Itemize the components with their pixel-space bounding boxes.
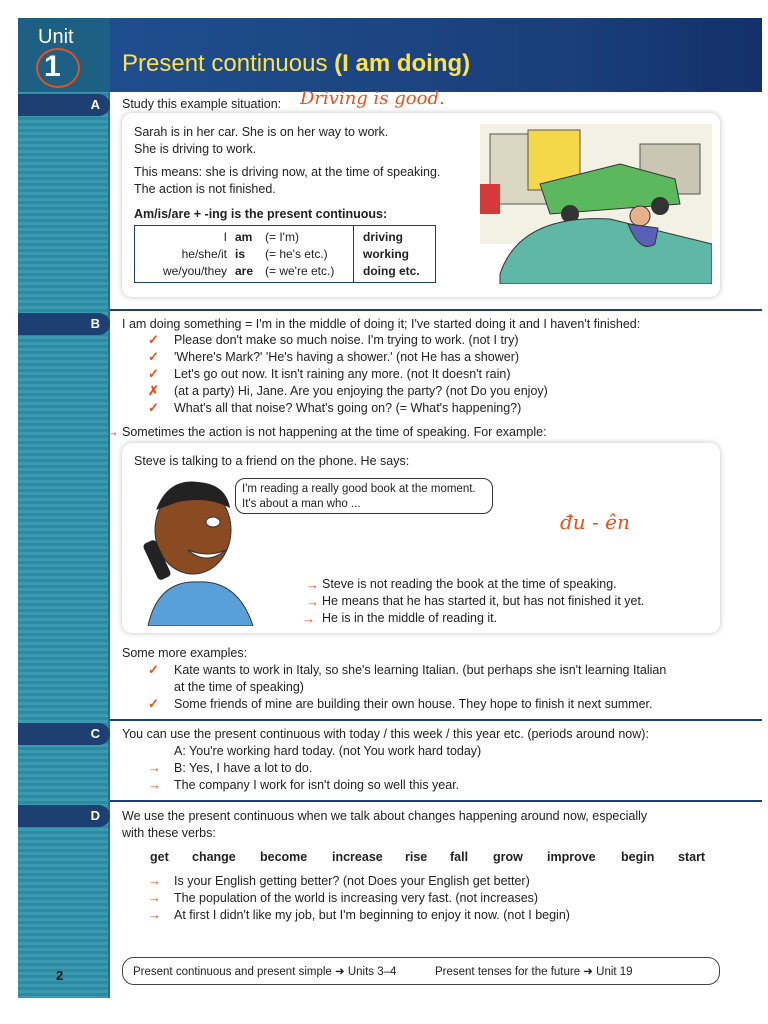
table-cell: he/she/it xyxy=(181,247,227,261)
handwritten-circle xyxy=(36,48,80,88)
conjugation-table xyxy=(134,225,436,283)
handwritten-note: Driving is good. xyxy=(300,88,445,109)
verb-item: begin xyxy=(621,850,655,864)
grammar-rule: Am/is/are + -ing is the present continuous: xyxy=(134,207,388,221)
table-cell: are xyxy=(235,264,254,278)
example-line: What's all that noise? What's going on? (= What's happening?) xyxy=(174,401,522,415)
section-d-lead: with these verbs: xyxy=(122,826,216,840)
arrow-mark-icon: → xyxy=(302,611,315,626)
handwritten-note: đu - ên xyxy=(560,510,630,534)
arrow-mark-icon: → xyxy=(306,594,319,609)
section-divider xyxy=(110,719,762,721)
arrow-mark-icon: → xyxy=(148,907,161,922)
verb-item: become xyxy=(260,850,308,864)
section-d-lead: We use the present continuous when we talk about changes happening around now, especially xyxy=(122,809,648,823)
speech-line: It's about a man who ... xyxy=(242,498,361,510)
table-cell: (= he's etc.) xyxy=(265,247,328,261)
text-line: Some more examples: xyxy=(122,646,248,660)
section-c-lead: You can use the present continuous with today / this week / this year etc. (periods around now): xyxy=(122,727,649,741)
table-cell: working xyxy=(363,247,410,261)
cross-reference-link[interactable]: Present continuous and present simple ➜ Units 3–4 xyxy=(133,966,397,978)
table-cell: (= we're etc.) xyxy=(265,264,335,278)
text-line: She is driving to work. xyxy=(134,142,257,156)
note-line: He means that he has started it, but has not finished it yet. xyxy=(322,594,645,608)
table-cell: we/you/they xyxy=(162,264,227,278)
verb-item: grow xyxy=(493,850,523,864)
unit-label: Unit xyxy=(38,26,74,48)
check-mark-icon: ✓ xyxy=(148,400,159,415)
example-line: A: You're working hard today. (not You work hard today) xyxy=(174,744,482,758)
cross-reference-link[interactable]: Present tenses for the future ➜ Unit 19 xyxy=(435,966,633,978)
speech-bubble xyxy=(235,478,493,514)
arrow-mark-icon: → xyxy=(148,760,161,775)
section-a-intro: Study this example situation: xyxy=(122,97,282,111)
cross-mark-icon: ✗ xyxy=(148,383,159,398)
section-tab-b: B xyxy=(18,313,110,335)
speech-line: I'm reading a really good book at the moment. xyxy=(242,483,476,495)
section-tab-d: D xyxy=(18,805,110,827)
example-line: Kate wants to work in Italy, so she's learning Italian. (but perhaps she isn't learning Italian xyxy=(174,663,667,677)
text-line: Sarah is in her car. She is on her way to work. xyxy=(134,125,389,139)
unit-box xyxy=(18,18,110,92)
section-b-lead: I am doing something = I'm in the middle of doing it; I've started doing it and I haven't finished: xyxy=(122,317,641,331)
arrow-mark-icon: → xyxy=(306,577,319,592)
title-bar xyxy=(110,18,762,92)
verb-item: get xyxy=(150,850,169,864)
verb-item: fall xyxy=(450,850,469,864)
note-line: He is in the middle of reading it. xyxy=(322,611,498,625)
unit-number: 1 xyxy=(44,50,61,83)
check-mark-icon: ✓ xyxy=(148,349,159,364)
example-line: At first I didn't like my job, but I'm beginning to enjoy it now. (not I begin) xyxy=(174,908,570,922)
section-divider xyxy=(110,309,762,311)
example-line: at the time of speaking) xyxy=(174,680,304,694)
table-cell: (= I'm) xyxy=(265,230,299,244)
check-mark-icon: ✓ xyxy=(148,696,159,711)
example-line: 'Where's Mark?' 'He's having a shower.' (not He has a shower) xyxy=(174,350,520,364)
arrow-mark-icon: → xyxy=(148,873,161,888)
example-line: Let's go out now. It isn't raining any more. (not It doesn't rain) xyxy=(174,367,511,381)
verb-item: increase xyxy=(332,850,383,864)
text-line: Sometimes the action is not happening at the time of speaking. For example: xyxy=(122,425,547,439)
verb-item: start xyxy=(678,850,706,864)
table-cell: am xyxy=(235,230,253,244)
table-cell: doing etc. xyxy=(363,264,420,278)
section-divider xyxy=(110,800,762,802)
check-mark-icon: ✓ xyxy=(148,332,159,347)
verb-item: change xyxy=(192,850,236,864)
arrow-mark-icon: → xyxy=(106,424,119,439)
example-line: Please don't make so much noise. I'm trying to work. (not I try) xyxy=(174,333,519,347)
verb-item: rise xyxy=(405,850,428,864)
page-title: Present continuous (I am doing) xyxy=(122,50,471,77)
arrow-mark-icon: → xyxy=(148,890,161,905)
text-line: The action is not finished. xyxy=(134,182,276,196)
section-tab-a: A xyxy=(18,94,110,116)
verb-item: improve xyxy=(547,850,596,864)
cross-reference-box xyxy=(122,957,720,985)
page-number: 2 xyxy=(56,968,64,983)
table-cell: is xyxy=(235,247,246,261)
table-cell: driving xyxy=(363,230,404,244)
text-line: This means: she is driving now, at the time of speaking. xyxy=(134,165,441,179)
example-line: B: Yes, I have a lot to do. xyxy=(174,761,313,775)
check-mark-icon: ✓ xyxy=(148,366,159,381)
example-line: (at a party) Hi, Jane. Are you enjoying the party? (not Do you enjoy) xyxy=(174,384,548,398)
note-line: Steve is not reading the book at the time of speaking. xyxy=(322,577,617,591)
text-line: Steve is talking to a friend on the phone. He says: xyxy=(134,454,410,468)
section-tab-c: C xyxy=(18,723,110,745)
table-divider xyxy=(353,226,354,282)
example-line: Some friends of mine are building their own house. They hope to finish it next summer. xyxy=(174,697,653,711)
car-illustration xyxy=(480,124,712,284)
example-line: Is your English getting better? (not Does your English get better) xyxy=(174,874,530,888)
arrow-mark-icon: → xyxy=(148,777,161,792)
sidebar-stripe xyxy=(18,18,110,998)
check-mark-icon: ✓ xyxy=(148,662,159,677)
example-line: The population of the world is increasing very fast. (not increases) xyxy=(174,891,539,905)
example-line: The company I work for isn't doing so well this year. xyxy=(174,778,460,792)
table-cell: I xyxy=(223,230,227,244)
